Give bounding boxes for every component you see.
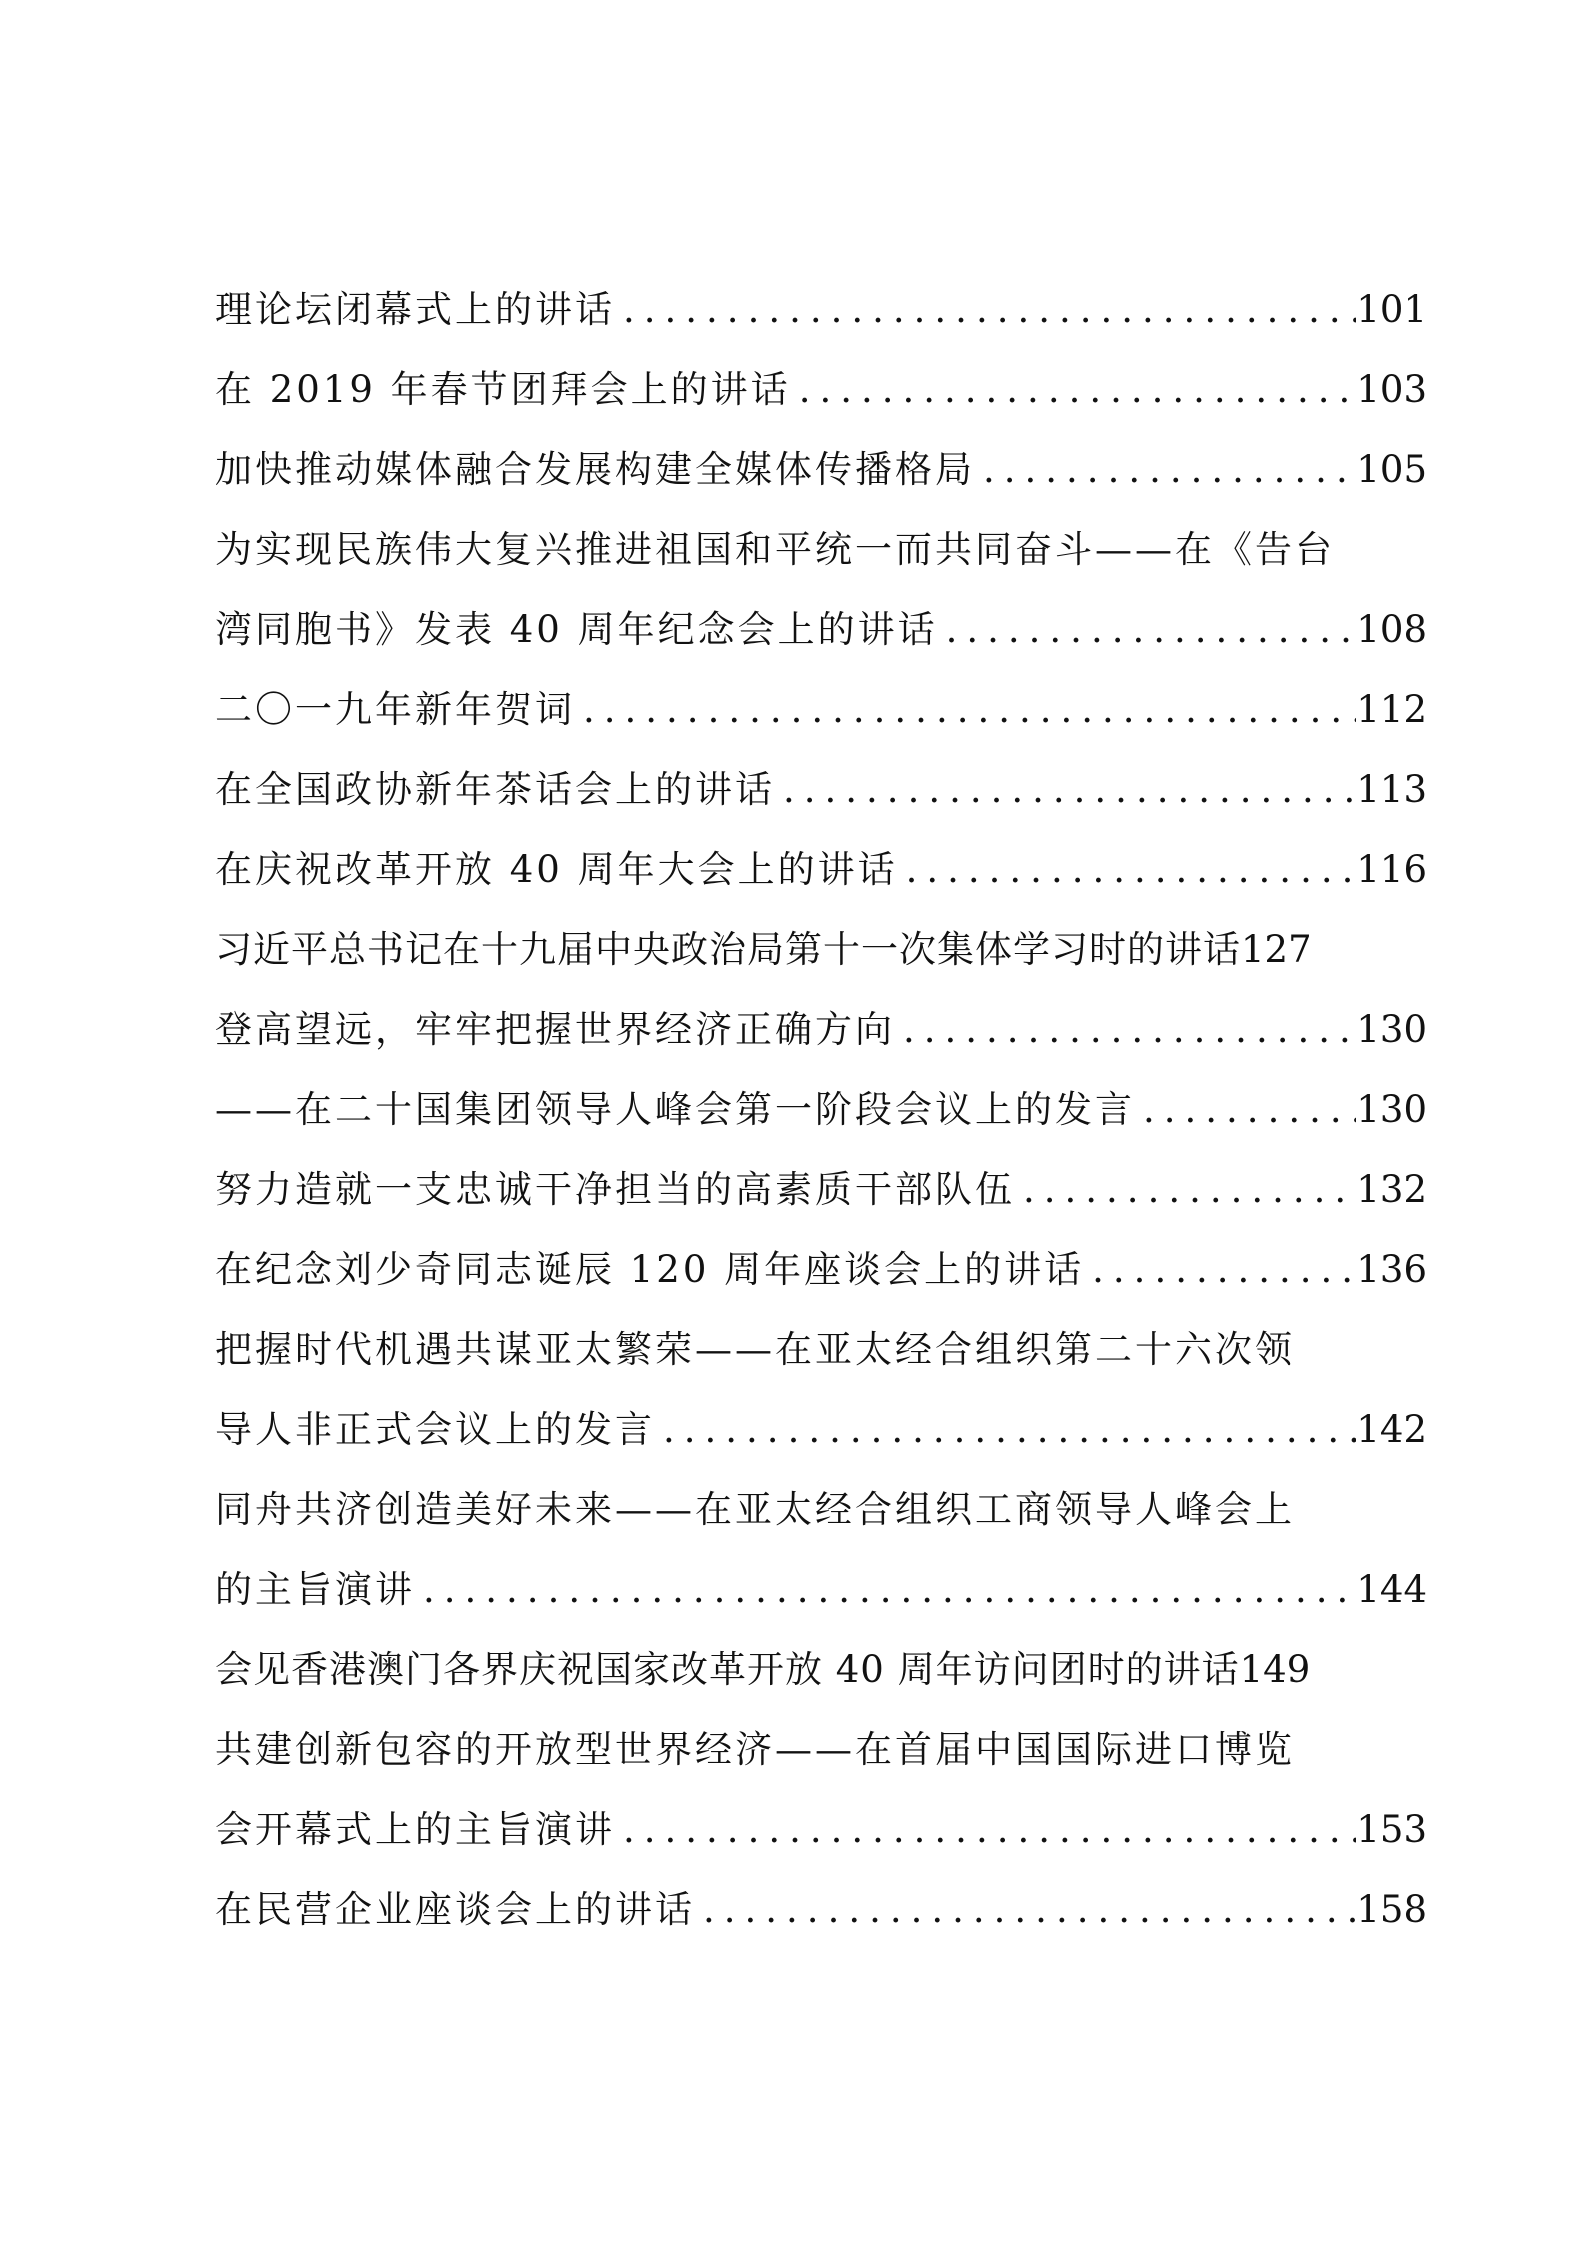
toc-entry-title: 习近平总书记在十九届中央政治局第十一次集体学习时的讲话	[215, 928, 1241, 971]
toc-entry[interactable]	[215, 430, 1427, 510]
toc-page-number: 149	[1239, 1648, 1311, 1691]
toc-line-7	[215, 750, 1427, 830]
toc-line-11	[215, 1070, 1427, 1150]
toc-page-number: 113	[1356, 768, 1427, 811]
toc-entry-title: 会见香港澳门各界庆祝国家改革开放 40 周年访问团时的讲话	[215, 1648, 1240, 1691]
toc-page-number: 105	[1356, 448, 1427, 491]
toc-leader-dots	[1135, 1070, 1356, 1150]
toc-entry[interactable]	[215, 910, 1427, 990]
toc-line-1	[215, 270, 1427, 350]
toc-entry-title: 会开幕式上的主旨演讲	[215, 1808, 615, 1851]
toc-entry[interactable]	[215, 1550, 1427, 1630]
toc-entry-title-continued[interactable]: 共建创新包容的开放型世界经济——在首届中国国际进口博览	[215, 1728, 1295, 1771]
toc-entry[interactable]	[215, 750, 1427, 830]
toc-entry[interactable]	[215, 1790, 1427, 1870]
toc-entry[interactable]	[215, 1070, 1427, 1150]
toc-leader-dots	[415, 1550, 1356, 1630]
toc-line-14	[215, 1310, 1427, 1390]
toc-entry-title: 努力造就一支忠诚干净担当的高素质干部队伍	[215, 1168, 1015, 1211]
toc-leader-dots	[895, 990, 1356, 1070]
toc-leader-dots	[575, 670, 1356, 750]
toc-entry[interactable]	[215, 1390, 1427, 1470]
toc-leader-dots	[695, 1870, 1356, 1950]
toc-page-number: 132	[1356, 1168, 1427, 1211]
toc-entry-title: 的主旨演讲	[215, 1568, 415, 1611]
toc-line-13	[215, 1230, 1427, 1310]
toc-entry[interactable]	[215, 990, 1427, 1070]
toc-line-16	[215, 1470, 1427, 1550]
toc-entry[interactable]	[215, 830, 1427, 910]
toc-line-17	[215, 1550, 1427, 1630]
toc-entry-title: 登高望远，牢牢把握世界经济正确方向	[215, 1008, 895, 1051]
toc-line-4	[215, 510, 1427, 590]
toc-page-number: 158	[1356, 1888, 1427, 1931]
toc-page-number: 136	[1356, 1248, 1427, 1291]
toc-entry-title: 湾同胞书》发表 40 周年纪念会上的讲话	[215, 608, 938, 651]
toc-entry[interactable]	[215, 1630, 1427, 1710]
toc-line-18	[215, 1630, 1427, 1710]
toc-line-2	[215, 350, 1427, 430]
toc-leader-dots	[898, 830, 1357, 910]
toc-leader-dots	[655, 1390, 1356, 1470]
toc-line-12	[215, 1150, 1427, 1230]
toc-entry-title: 在民营企业座谈会上的讲话	[215, 1888, 695, 1931]
toc-leader-dots	[615, 1790, 1356, 1870]
toc-page-number: 112	[1356, 688, 1427, 731]
toc-leader-dots	[775, 750, 1356, 830]
toc-leader-dots	[938, 590, 1357, 670]
toc-line-8	[215, 830, 1427, 910]
toc-page-number: 153	[1356, 1808, 1427, 1851]
toc-page-number: 101	[1356, 288, 1427, 331]
toc-entry-title: 在纪念刘少奇同志诞辰 120 周年座谈会上的讲话	[215, 1248, 1085, 1291]
toc-entry[interactable]	[215, 270, 1427, 350]
toc-line-15	[215, 1390, 1427, 1470]
toc-entry[interactable]	[215, 590, 1427, 670]
toc-entry-title: 加快推动媒体融合发展构建全媒体传播格局	[215, 448, 975, 491]
toc-entry-title: ——在二十国集团领导人峰会第一阶段会议上的发言	[215, 1088, 1135, 1131]
toc-page-number: 127	[1241, 928, 1312, 971]
toc-line-3	[215, 430, 1427, 510]
toc-line-10	[215, 990, 1427, 1070]
toc-leader-dots	[1084, 1230, 1356, 1310]
toc-leader-dots	[791, 350, 1357, 430]
table-of-contents	[215, 270, 1427, 1950]
toc-page-number: 108	[1356, 608, 1427, 651]
toc-entry-title-continued[interactable]: 为实现民族伟大复兴推进祖国和平统一而共同奋斗——在《告台	[215, 528, 1335, 571]
toc-entry[interactable]	[215, 1150, 1427, 1230]
toc-line-9	[215, 910, 1427, 990]
toc-page-number: 116	[1356, 848, 1427, 891]
toc-page-number: 142	[1356, 1408, 1427, 1451]
toc-entry[interactable]	[215, 1230, 1427, 1310]
toc-entry[interactable]	[215, 350, 1427, 430]
toc-entry-title: 导人非正式会议上的发言	[215, 1408, 655, 1451]
toc-page-number: 130	[1356, 1088, 1427, 1131]
toc-leader-dots	[1015, 1150, 1356, 1230]
toc-entry-title-continued[interactable]: 把握时代机遇共谋亚太繁荣——在亚太经合组织第二十六次领	[215, 1328, 1295, 1371]
toc-entry-title: 在全国政协新年茶话会上的讲话	[215, 768, 775, 811]
toc-entry-title: 二〇一九年新年贺词	[215, 688, 575, 731]
toc-page-number: 130	[1356, 1008, 1427, 1051]
toc-entry-title-continued[interactable]: 同舟共济创造美好未来——在亚太经合组织工商领导人峰会上	[215, 1488, 1295, 1531]
toc-line-21	[215, 1870, 1427, 1950]
toc-leader-dots	[615, 270, 1356, 350]
toc-line-19	[215, 1710, 1427, 1790]
toc-line-5	[215, 590, 1427, 670]
toc-line-6	[215, 670, 1427, 750]
toc-entry-title: 在庆祝改革开放 40 周年大会上的讲话	[215, 848, 898, 891]
toc-entry-title: 在 2019 年春节团拜会上的讲话	[215, 368, 791, 411]
toc-entry[interactable]	[215, 1870, 1427, 1950]
toc-entry[interactable]	[215, 670, 1427, 750]
toc-page-number: 144	[1356, 1568, 1427, 1611]
toc-entry-title: 理论坛闭幕式上的讲话	[215, 288, 615, 331]
toc-page-number: 103	[1356, 368, 1427, 411]
toc-leader-dots	[975, 430, 1356, 510]
toc-line-20	[215, 1790, 1427, 1870]
